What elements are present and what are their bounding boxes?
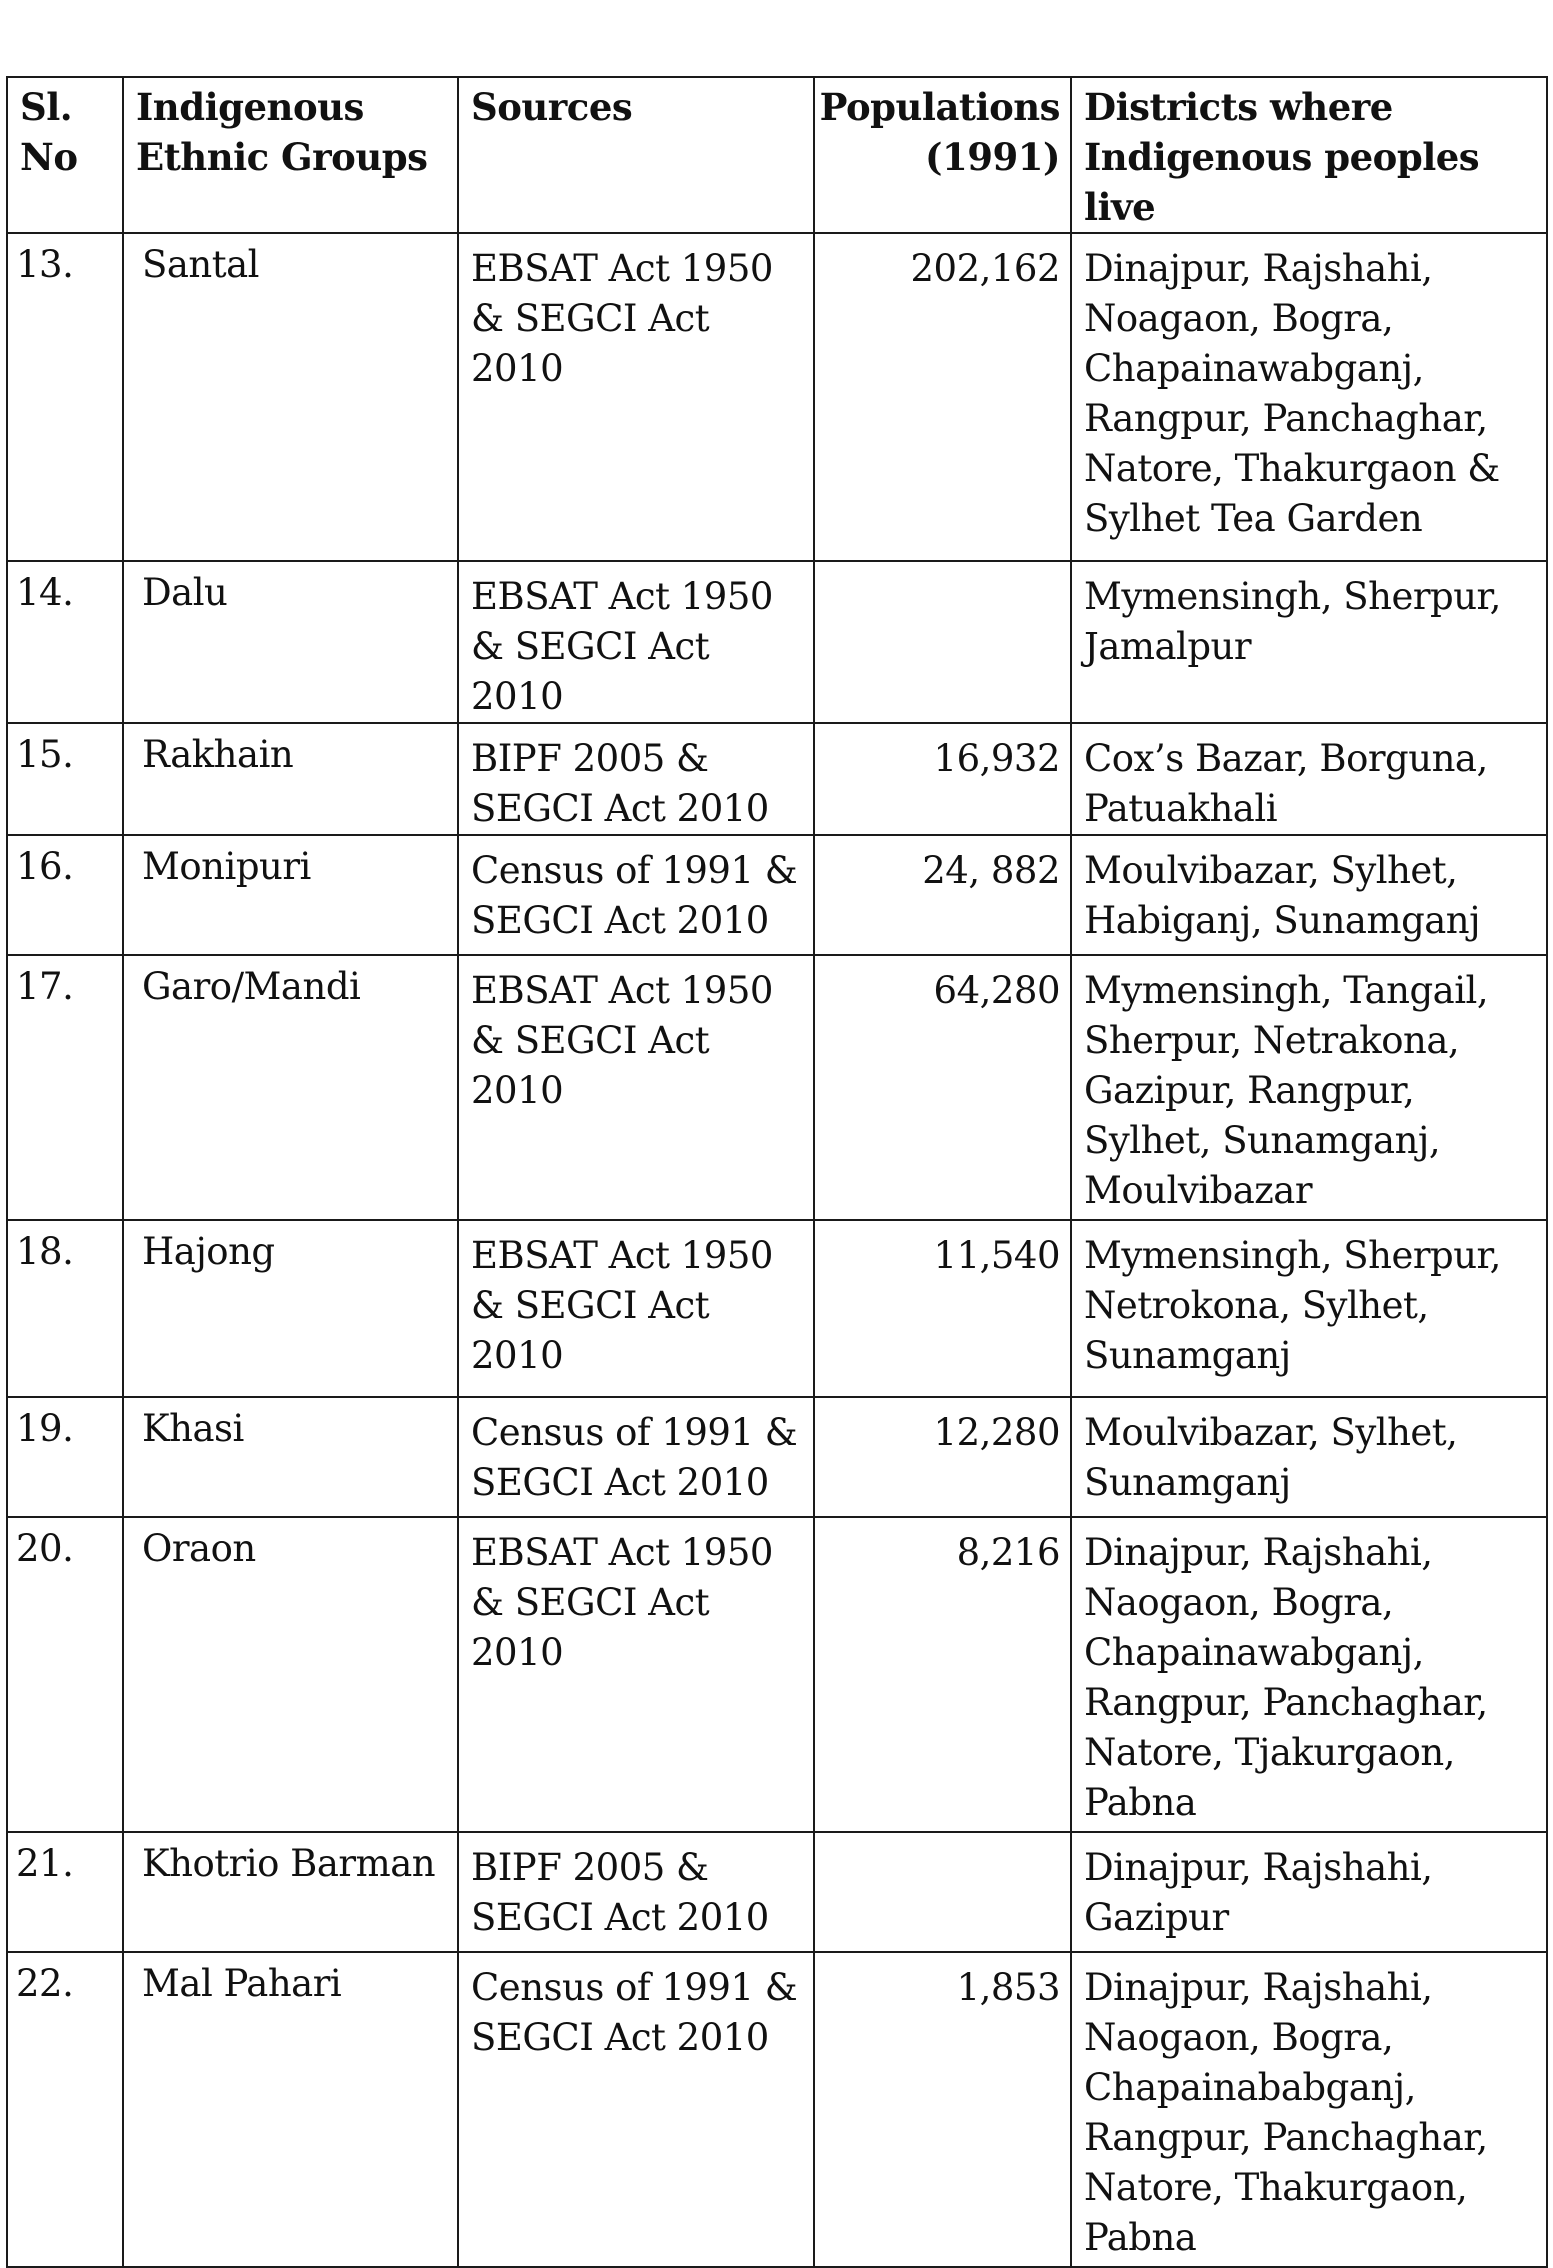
table-row	[7, 955, 1547, 1220]
cell-sources-line: & SEGCI Act 2010	[471, 1284, 710, 1377]
cell-sources	[458, 1517, 814, 1832]
cell-districts-line: Pabna	[1084, 2216, 1197, 2259]
table-body	[7, 233, 1547, 2267]
cell-districts-line: Chapainawabganj,	[1084, 1631, 1424, 1674]
cell-population	[814, 1832, 1071, 1952]
table-row	[7, 1220, 1547, 1397]
cell-districts-line: Moulvibazar	[1084, 1169, 1313, 1212]
cell-group: Khasi	[123, 1397, 458, 1517]
cell-sources-line: EBSAT Act 1950	[471, 1531, 773, 1574]
cell-sources-line: & SEGCI Act 2010	[471, 625, 710, 718]
header-sl-line-1: Sl.	[20, 85, 73, 129]
header-sources	[458, 77, 814, 233]
cell-sources-line: BIPF 2005 &	[471, 737, 709, 780]
cell-districts-line: Gazipur, Rangpur,	[1084, 1069, 1415, 1112]
cell-sl: 15.	[7, 723, 123, 835]
cell-group: Santal	[123, 233, 458, 561]
cell-districts-line: Natore, Thakurgaon,	[1084, 2166, 1468, 2209]
cell-districts-line: Dinajpur, Rajshahi,	[1084, 1531, 1433, 1574]
cell-population: 64,280	[814, 955, 1071, 1220]
cell-sources	[458, 835, 814, 955]
table-row	[7, 561, 1547, 723]
cell-districts-line: Cox’s Bazar, Borguna,	[1084, 737, 1488, 780]
cell-group: Garo/Mandi	[123, 955, 458, 1220]
cell-sources	[458, 1397, 814, 1517]
cell-sources	[458, 723, 814, 835]
cell-districts-line: Mymensingh, Sherpur,	[1084, 575, 1501, 618]
header-sl-no	[7, 77, 123, 233]
cell-sources-line: & SEGCI Act 2010	[471, 297, 710, 390]
cell-districts	[1071, 955, 1547, 1220]
cell-districts	[1071, 233, 1547, 561]
cell-group: Mal Pahari	[123, 1952, 458, 2267]
cell-districts-line: Sylhet, Sunamganj,	[1084, 1119, 1441, 1162]
cell-districts-line: Netrokona, Sylhet,	[1084, 1284, 1429, 1327]
cell-sources-line: SEGCI Act 2010	[471, 899, 769, 942]
cell-districts-line: Sylhet Tea Garden	[1084, 497, 1423, 540]
cell-sources-line: BIPF 2005 &	[471, 1846, 709, 1889]
cell-sources	[458, 1952, 814, 2267]
cell-group: Rakhain	[123, 723, 458, 835]
cell-districts-line: Jamalpur	[1084, 625, 1252, 668]
cell-sl: 18.	[7, 1220, 123, 1397]
cell-districts-line: Pabna	[1084, 1781, 1197, 1824]
cell-sources-line: EBSAT Act 1950	[471, 575, 773, 618]
header-group-line-1: Indigenous	[136, 85, 364, 129]
cell-sources-line: EBSAT Act 1950	[471, 247, 773, 290]
cell-districts-line: Dinajpur, Rajshahi,	[1084, 1966, 1433, 2009]
cell-sources-line: SEGCI Act 2010	[471, 1896, 769, 1939]
cell-districts-line: Moulvibazar, Sylhet,	[1084, 849, 1458, 892]
table-row	[7, 1952, 1547, 2267]
cell-districts-line: Rangpur, Panchaghar,	[1084, 1681, 1488, 1724]
cell-sl: 14.	[7, 561, 123, 723]
cell-population: 16,932	[814, 723, 1071, 835]
cell-districts	[1071, 1952, 1547, 2267]
cell-sl: 13.	[7, 233, 123, 561]
cell-group: Dalu	[123, 561, 458, 723]
cell-districts-line: Chapainawabganj,	[1084, 347, 1424, 390]
cell-sl: 16.	[7, 835, 123, 955]
cell-districts-line: Patuakhali	[1084, 787, 1278, 830]
header-sl-line-2: No	[20, 135, 78, 179]
cell-sl: 21.	[7, 1832, 123, 1952]
cell-sources-line: Census of 1991 &	[471, 1966, 798, 2009]
cell-districts-line: Sunamganj	[1084, 1334, 1291, 1377]
table-row	[7, 723, 1547, 835]
cell-sources	[458, 233, 814, 561]
cell-districts-line: Noagaon, Bogra,	[1084, 297, 1394, 340]
cell-sl: 17.	[7, 955, 123, 1220]
cell-sl: 19.	[7, 1397, 123, 1517]
header-ethnic-groups	[123, 77, 458, 233]
header-group-line-2: Ethnic Groups	[136, 135, 428, 179]
cell-sources	[458, 1220, 814, 1397]
cell-districts-line: Naogaon, Bogra,	[1084, 1581, 1394, 1624]
cell-population: 1,853	[814, 1952, 1071, 2267]
cell-districts-line: Sunamganj	[1084, 1461, 1291, 1504]
cell-group: Oraon	[123, 1517, 458, 1832]
cell-sources-line: SEGCI Act 2010	[471, 787, 769, 830]
cell-sources-line: SEGCI Act 2010	[471, 1461, 769, 1504]
cell-districts-line: Rangpur, Panchaghar,	[1084, 2116, 1488, 2159]
cell-districts-line: Rangpur, Panchaghar,	[1084, 397, 1488, 440]
cell-sources-line: & SEGCI Act 2010	[471, 1019, 710, 1112]
cell-districts	[1071, 835, 1547, 955]
cell-sources	[458, 1832, 814, 1952]
cell-population: 24, 882	[814, 835, 1071, 955]
cell-group: Hajong	[123, 1220, 458, 1397]
indigenous-groups-table-container	[6, 76, 1546, 2268]
header-sources-line-1: Sources	[471, 85, 633, 129]
cell-sources-line: SEGCI Act 2010	[471, 2016, 769, 2059]
header-row	[7, 77, 1547, 233]
cell-group: Monipuri	[123, 835, 458, 955]
cell-districts-line: Mymensingh, Tangail,	[1084, 969, 1489, 1012]
cell-sources-line: EBSAT Act 1950	[471, 1234, 773, 1277]
cell-districts-line: Habiganj, Sunamganj	[1084, 899, 1481, 942]
cell-districts-line: Mymensingh, Sherpur,	[1084, 1234, 1501, 1277]
cell-sources-line: Census of 1991 &	[471, 849, 798, 892]
cell-sl: 22.	[7, 1952, 123, 2267]
header-population-line-2: (1991)	[925, 135, 1060, 179]
cell-districts-line: Dinajpur, Rajshahi,	[1084, 247, 1433, 290]
header-populations	[814, 77, 1071, 233]
cell-districts	[1071, 1517, 1547, 1832]
cell-districts-line: Dinajpur, Rajshahi,	[1084, 1846, 1433, 1889]
table-row	[7, 1832, 1547, 1952]
cell-population: 11,540	[814, 1220, 1071, 1397]
cell-districts-line: Gazipur	[1084, 1896, 1229, 1939]
cell-sources-line: & SEGCI Act 2010	[471, 1581, 710, 1674]
cell-districts	[1071, 723, 1547, 835]
cell-districts-line: Sherpur, Netrakona,	[1084, 1019, 1460, 1062]
cell-sources-line: EBSAT Act 1950	[471, 969, 773, 1012]
cell-districts-line: Natore, Tjakurgaon,	[1084, 1731, 1455, 1774]
cell-sources	[458, 955, 814, 1220]
cell-population: 8,216	[814, 1517, 1071, 1832]
cell-districts	[1071, 1220, 1547, 1397]
cell-districts-line: Natore, Thakurgaon &	[1084, 447, 1500, 490]
cell-population	[814, 561, 1071, 723]
cell-districts	[1071, 1397, 1547, 1517]
table-row	[7, 835, 1547, 955]
cell-sources-line: Census of 1991 &	[471, 1411, 798, 1454]
cell-districts	[1071, 561, 1547, 723]
cell-districts-line: Chapainababganj,	[1084, 2066, 1416, 2109]
cell-group: Khotrio Barman	[123, 1832, 458, 1952]
cell-population: 12,280	[814, 1397, 1071, 1517]
table-header	[7, 77, 1547, 233]
table-row	[7, 1517, 1547, 1832]
header-districts	[1071, 77, 1547, 233]
cell-population: 202,162	[814, 233, 1071, 561]
cell-districts-line: Naogaon, Bogra,	[1084, 2016, 1394, 2059]
cell-districts-line: Moulvibazar, Sylhet,	[1084, 1411, 1458, 1454]
cell-sl: 20.	[7, 1517, 123, 1832]
header-districts-line-2: Indigenous peoples live	[1084, 135, 1480, 229]
table-row	[7, 233, 1547, 561]
cell-sources	[458, 561, 814, 723]
cell-districts	[1071, 1832, 1547, 1952]
header-districts-line-1: Districts where	[1084, 85, 1393, 129]
indigenous-groups-table	[6, 76, 1548, 2268]
table-row	[7, 1397, 1547, 1517]
header-population-line-1: Populations	[819, 85, 1060, 129]
